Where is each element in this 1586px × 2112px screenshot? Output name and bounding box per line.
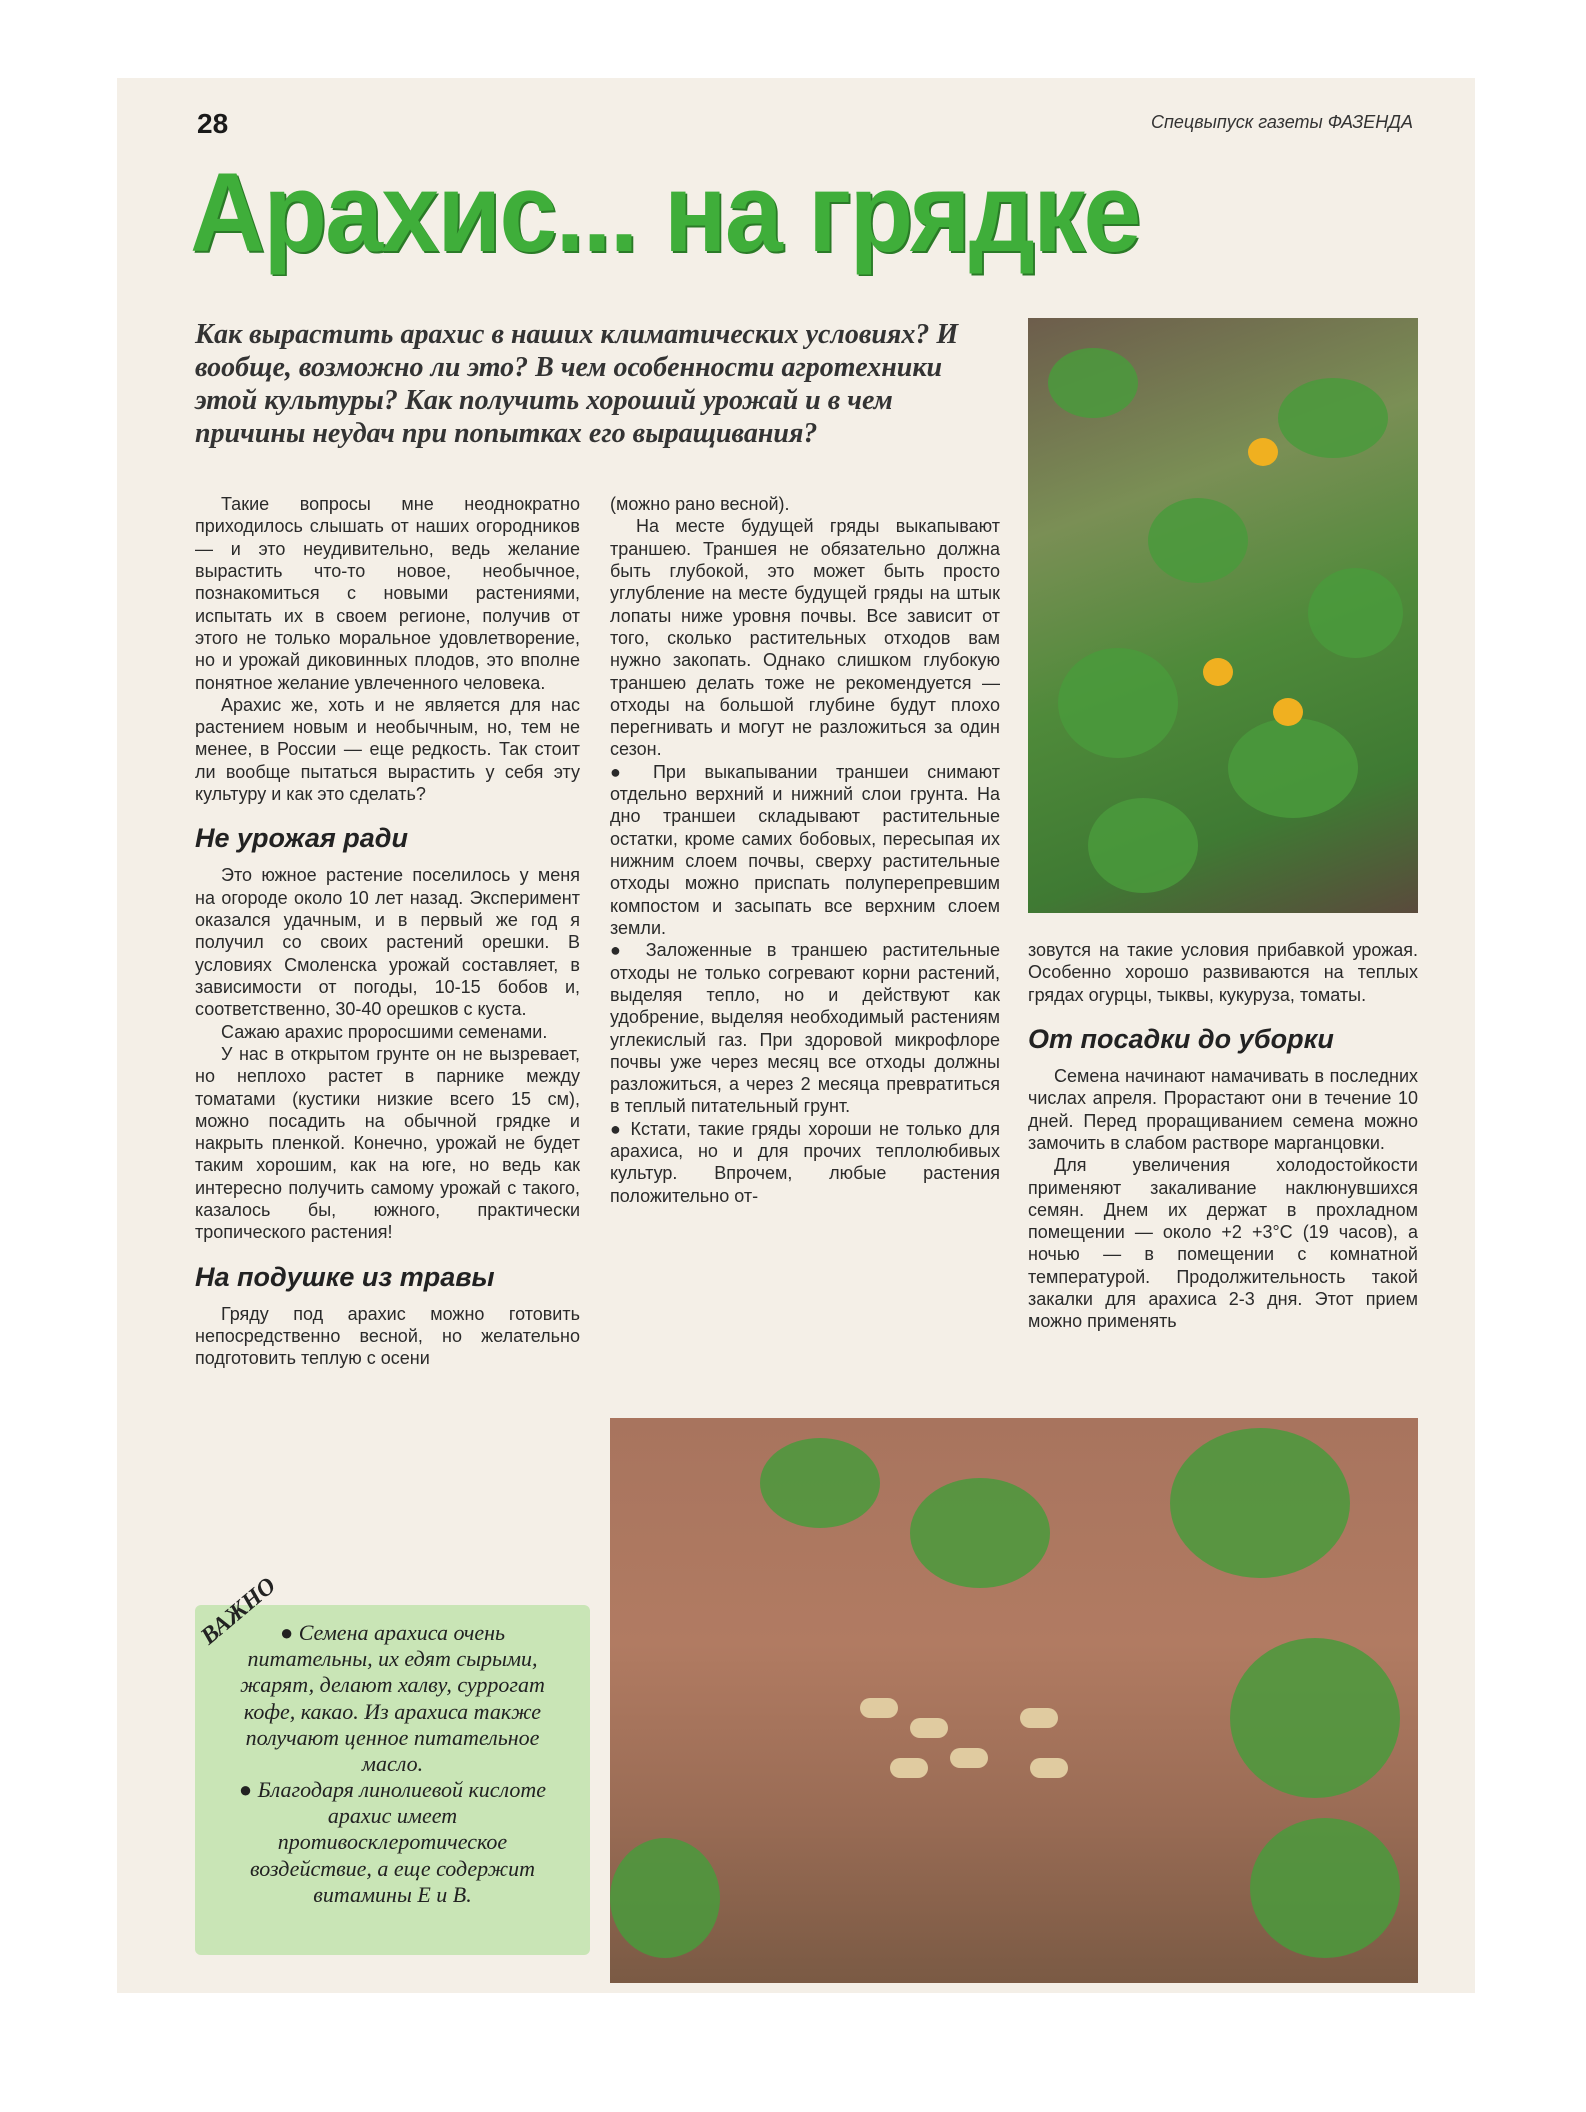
paragraph: зовутся на такие условия прибавкой урожая. Особенно хорошо развиваются на теплых грядах огурцы, тыквы, кукуруза, томаты.: [1028, 940, 1418, 1005]
article-title: Арахис... на грядке: [190, 150, 1140, 275]
column-2: [610, 493, 1000, 1207]
important-bullet: ● Благодаря линолиевой кислоте арахис имеет противосклеротическое воздействие, а еще содержит витамины Е и В.: [238, 1777, 547, 1907]
paragraph: У нас в открытом грунте он не вызревает, но неплохо растет в парнике между томатами (кустики низкие всего 15 см), можно посадить на обычной грядке и накрыть пленкой. Конечно, урожай не будет таким хорошим, как на юге, но ведь как интересно получить самому урожай с такого, казалось бы, южного, практически тропического растения!: [195, 1043, 580, 1243]
bullet-paragraph: ● Заложенные в траншею растительные отходы не только согревают корни растений, выделяя тепло, но и действуют как удобрение, выделяя необходимый растениям углекислый газ. При здоровой микрофлоре почвы уже через месяц все отходы должны разложиться, а через 2 месяца превратиться в теплый питательный грунт.: [610, 940, 1000, 1117]
flower-shape: [1248, 438, 1278, 466]
peanut-shape: [910, 1718, 948, 1738]
paragraph: Гряду под арахис можно готовить непосредственно весной, но желательно подготовить теплую с осени: [195, 1303, 580, 1369]
paragraph: Это южное растение поселилось у меня на огороде около 10 лет назад. Эксперимент оказался удачным, и в первый же год я получил со своих растений орешки. В условиях Смоленска урожай составляет, в зависимости от погоды, 10-15 бобов и, соответственно, 30-40 орешков с куста.: [195, 865, 580, 1020]
subheading: На подушке из травы: [195, 1261, 495, 1292]
important-text: [215, 1620, 570, 1908]
peanut-shape: [890, 1758, 928, 1778]
article-lead: Как вырастить арахис в наших климатических условиях? И вообще, возможно ли это? В чем особенности агротехники этой культуры? Как получить хороший урожай и в чем причины неудач при попытках его выращивания?: [195, 319, 959, 450]
paragraph: Сажаю арахис проросшими семенами.: [221, 1021, 548, 1042]
bullet-paragraph: ● Кстати, такие гряды хороши не только для арахиса, но и для прочих теплолюбивых культур. Впрочем, любые растения положительно от-: [610, 1118, 1000, 1206]
paragraph: На месте будущей гряды выкапывают траншею. Траншея не обязательно должна быть глубокой, это может быть просто углубление на месте будущей гряды на штык лопаты ниже уровня почвы. Все зависит от того, сколько растительных отходов вам нужно закопать. Однако слишком глубокую траншею делать тоже не рекомендуется — отходы на большой глубине будут плохо перегнивать и могут не разложиться за один сезон.: [610, 516, 1000, 760]
leaf-shape: [1278, 378, 1388, 458]
important-label: ВАЖНО: [196, 1572, 281, 1650]
peanut-shape: [950, 1748, 988, 1768]
running-header: Спецвыпуск газеты ФАЗЕНДА: [1150, 112, 1413, 132]
paragraph: (можно рано весной).: [610, 494, 790, 514]
flower-shape: [1273, 698, 1303, 726]
leaf-shape: [1048, 348, 1138, 418]
page-number: 28: [197, 108, 229, 139]
important-bullet: ● Семена арахиса очень питательны, их едят сырыми, жарят, делают халву, суррогат кофе, какао. Из арахиса также получают ценное питательное масло.: [240, 1620, 545, 1776]
subheading: Не урожая ради: [195, 823, 408, 854]
column-3: [1028, 939, 1418, 1333]
leaf-shape: [610, 1838, 720, 1958]
subheading: От посадки до уборки: [1028, 1023, 1334, 1054]
leaf-shape: [1088, 798, 1198, 893]
peanut-harvest-photo: [610, 1418, 1418, 1983]
flower-shape: [1203, 658, 1233, 686]
leaf-shape: [1170, 1428, 1350, 1578]
bullet-paragraph: ● При выкапывании траншеи снимают отдельно верхний и нижний слои грунта. На дно траншеи складывают растительные остатки, кроме самих бобовых, пересыпая их нижним слоем почвы, сверху растительные отходы можно приспать полуперепревшим компостом и засыпать все верхним слоем земли.: [610, 761, 1000, 938]
paragraph: Такие вопросы мне неоднократно приходилось слышать от наших огородников — и это неудивительно, ведь желание вырастить что-то новое, необычное, познакомиться с новыми растениями, испытать их в своем регионе, получив от этого не только моральное удовлетворение, но и урожай диковинных плодов, это вполне понятное желание увлеченного человека.: [195, 494, 580, 693]
peanut-shape: [860, 1698, 898, 1718]
paragraph: Арахис же, хоть и не является для нас растением новым и необычным, но, тем не менее, в России — еще редкость. Так стоит ли вообще пытаться вырастить у себя эту культуру и как это сделать?: [195, 694, 580, 805]
leaf-shape: [1228, 718, 1358, 818]
leaf-shape: [1250, 1818, 1400, 1958]
peanut-shape: [1020, 1708, 1058, 1728]
paragraph: Для увеличения холодостойкости применяют закаливание наклюнувшихся семян. Днем их держат в прохладном помещении — около +2 +3°С (19 часов), а ночью — в помещении с комнатной температурой. Продолжительность такой закалки для арахиса 2-3 дня. Этот прием можно применять: [1028, 1155, 1418, 1332]
column-1: [195, 493, 580, 1370]
paragraph: Семена начинают намачивать в последних числах апреля. Прорастают они в течение 10 дней. Перед проращиванием семена можно замочить в слабом растворе марганцовки.: [1028, 1065, 1418, 1153]
leaf-shape: [1308, 568, 1403, 658]
leaf-shape: [1230, 1638, 1400, 1798]
leaf-shape: [760, 1438, 880, 1528]
peanut-shape: [1030, 1758, 1068, 1778]
leaf-shape: [1148, 498, 1248, 583]
peanut-plant-photo: [1028, 318, 1418, 913]
leaf-shape: [910, 1478, 1050, 1588]
leaf-shape: [1058, 648, 1178, 758]
